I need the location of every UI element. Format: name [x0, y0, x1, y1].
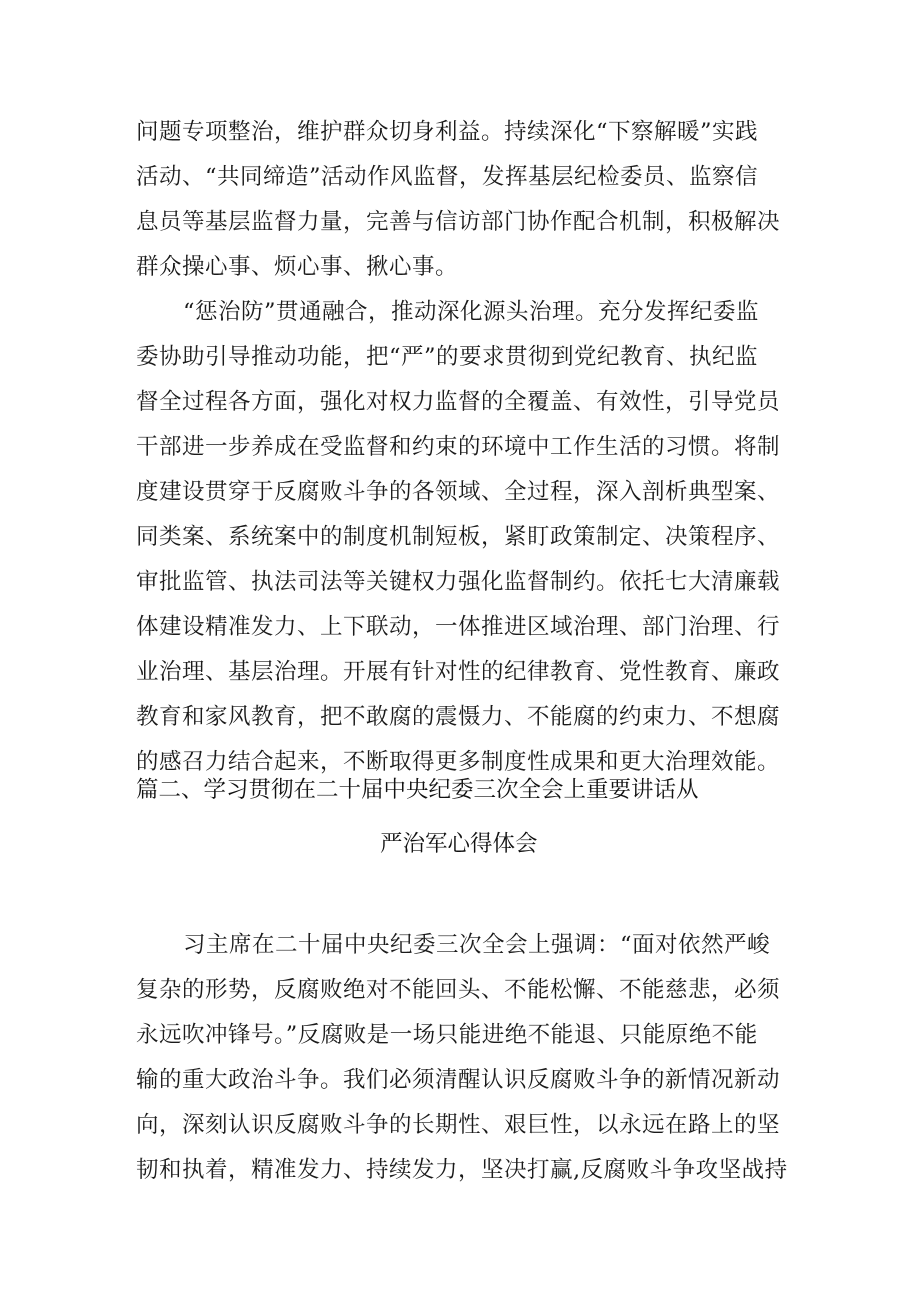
paragraph-line: “惩治防”贯通融合，推动深化源头治理。充分发挥纪委监 — [183, 299, 760, 325]
paragraph-line: 习主席在二十届中央纪委三次全会上强调：“面对依然严峻 — [183, 932, 771, 958]
paragraph-line: 度建设贯穿于反腐败斗争的各领域、全过程，深入剖析典型案、 — [136, 479, 781, 505]
section-heading-line-2: 严治军心得体会 — [380, 831, 538, 857]
paragraph-line: 输的重大政治斗争。我们必须清醒认识反腐败斗争的新情况新动 — [136, 1067, 781, 1093]
paragraph-line: 同类案、系统案中的制度机制短板，紧盯政策制定、决策程序、 — [136, 524, 781, 550]
section-heading-line-1: 篇二、学习贯彻在二十届中央纪委三次全会上重要讲话从 — [136, 777, 699, 803]
paragraph-line: 审批监管、执法司法等关键权力强化监督制约。依托七大清廉载 — [136, 569, 781, 595]
paragraph-line: 息员等基层监督力量，完善与信访部门协作配合机制，积极解决 — [136, 209, 781, 235]
paragraph-line: 群众操心事、烦心事、揪心事。 — [136, 254, 459, 280]
paragraph-line: 教育和家风教育，把不敢腐的震慑力、不能腐的约束力、不想腐 — [136, 704, 781, 730]
paragraph-line: 委协助引导推动功能，把“严”的要求贯彻到党纪教育、执纪监 — [136, 344, 759, 370]
paragraph-line: 体建设精准发力、上下联动，一体推进区域治理、部门治理、行 — [136, 614, 781, 640]
paragraph-line: 督全过程各方面，强化对权力监督的全覆盖、有效性，引导党员 — [136, 389, 781, 415]
paragraph-line: 活动、“共同缔造”活动作风监督，发挥基层纪检委员、监察信 — [136, 164, 759, 190]
paragraph-line: 的感召力结合起来，不断取得更多制度性成果和更大治理效能。 — [136, 749, 781, 775]
paragraph-line: 永远吹冲锋号。”反腐败是一场只能进绝不能退、只能原绝不能 — [136, 1022, 758, 1048]
paragraph-line: 干部进一步养成在受监督和约束的环境中工作生活的习惯。将制 — [136, 434, 781, 460]
paragraph-line: 问题专项整治，维护群众切身利益。持续深化“下察解暖”实践 — [136, 119, 759, 145]
paragraph-line: 向，深刻认识反腐败斗争的长期性、艰巨性，以永远在路上的坚 — [136, 1112, 781, 1138]
paragraph-line: 复杂的形势，反腐败绝对不能回头、不能松懈、不能慈悲，必须 — [136, 977, 781, 1003]
paragraph-line: 韧和执着，精准发力、持续发力，坚决打赢,反腐败斗争攻坚战持 — [136, 1157, 788, 1183]
paragraph-line: 业治理、基层治理。开展有针对性的纪律教育、党性教育、廉政 — [136, 659, 781, 685]
